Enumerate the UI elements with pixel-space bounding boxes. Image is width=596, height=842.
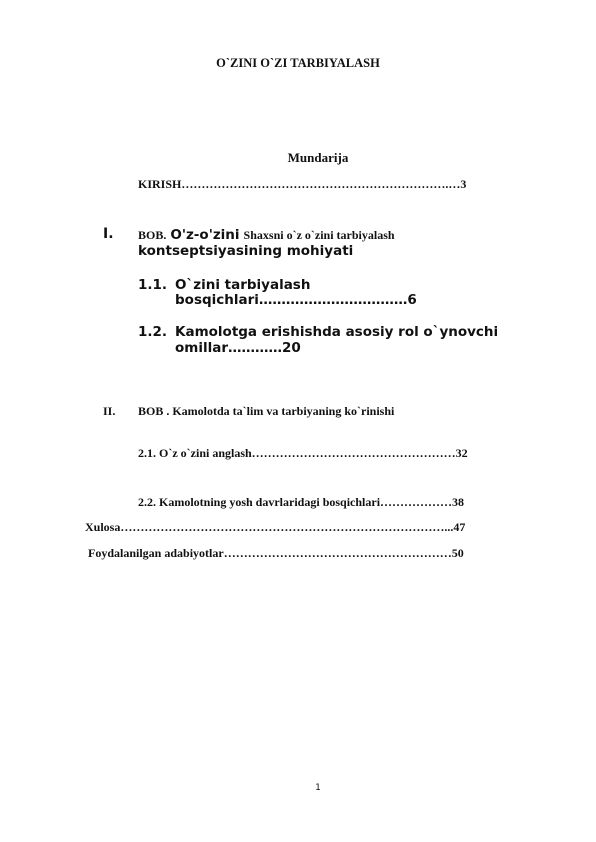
document-title: O`ZINI O`ZI TARBIYALASH [216, 56, 380, 70]
section-2-1: 2.1. O`z o`zini anglash……………………………………………32 [138, 446, 468, 460]
chapter-1-prefix: BOB. [138, 228, 167, 242]
page-number: 1 [315, 783, 321, 793]
toc-entry-adabiyotlar: Foydalanilgan adabiyotlar…………………………………………………50 [88, 546, 464, 560]
section-1-2-number: 1.2. [138, 324, 168, 340]
chapter-1-sans-word: O'z-o'zini [170, 227, 240, 243]
section-1-1-title-line2: bosqichlari……………………………6 [175, 292, 417, 308]
section-1-2-title: Kamolotga erishishda asosiy rol o`ynovchi [175, 324, 499, 340]
chapter-2-numeral: II. [103, 404, 116, 418]
chapter-1-title-line2: kontseptsiyasining mohiyati [138, 243, 354, 259]
section-1-2-title-line2: omillar…………20 [175, 340, 301, 356]
section-2-2: 2.2. Kamolotning yosh davrlaridagi bosqichlari………………38 [138, 495, 465, 509]
chapter-1-title: Shaxsni o`z o`zini tarbiyalash [243, 228, 395, 242]
section-1-1-number: 1.1. [138, 277, 168, 293]
section-1-1-title: O`zini tarbiyalash [175, 277, 311, 293]
chapter-1-heading [138, 226, 395, 244]
toc-entry-xulosa: Xulosa………………………………………………………………………...47 [85, 520, 466, 534]
toc-entry-kirish: KIRISH………………………………………………………….…3 [138, 177, 467, 191]
toc-heading: Mundarija [287, 150, 349, 165]
chapter-2-title: BOB . Kamolotda ta`lim va tarbiyaning ko`rinishi [138, 404, 395, 418]
chapter-1-numeral: I. [103, 226, 114, 242]
